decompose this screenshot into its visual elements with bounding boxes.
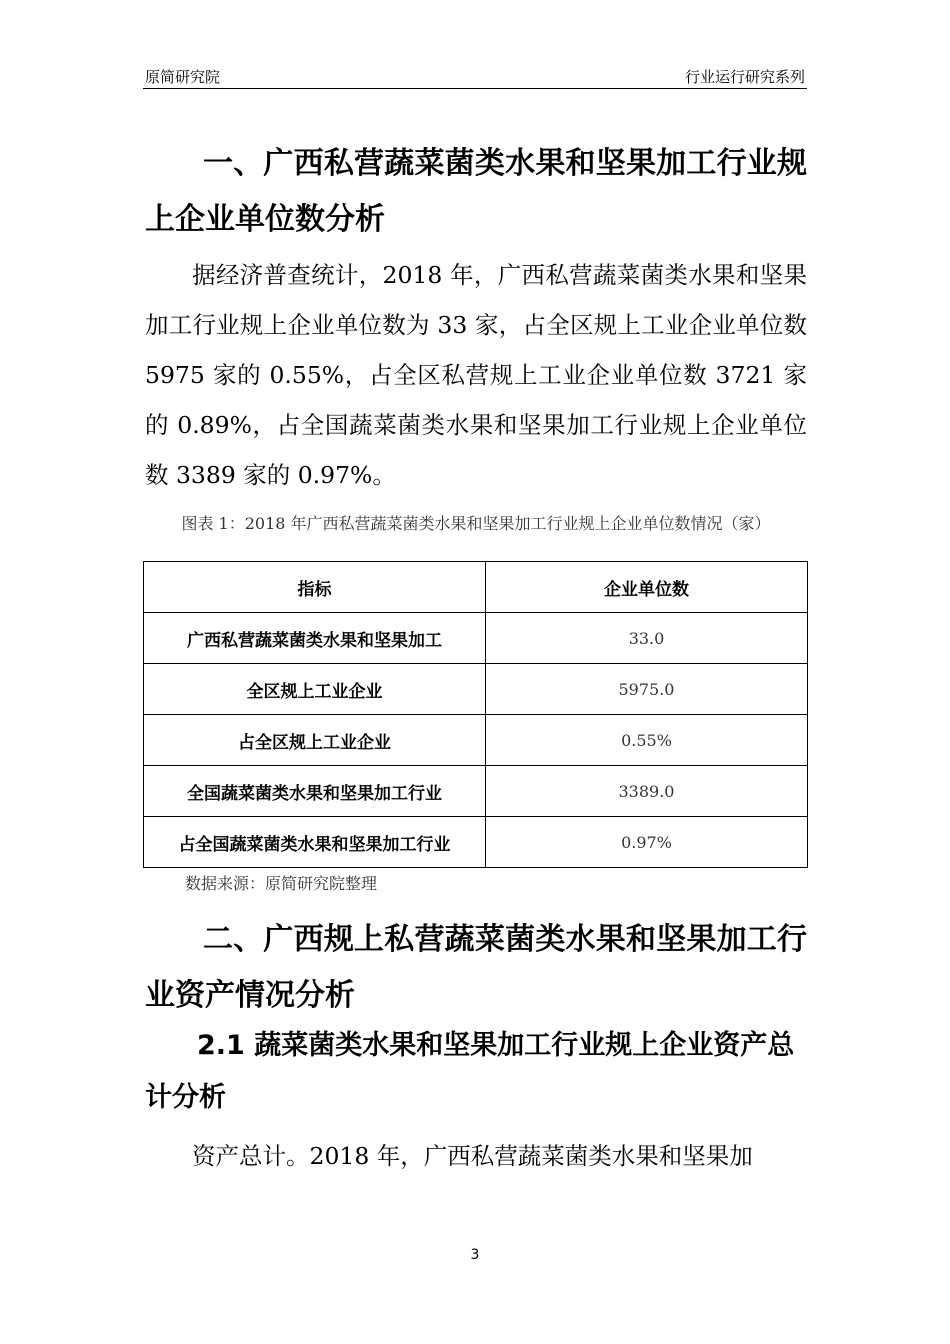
header-divider [143, 88, 807, 89]
enterprise-count-table [143, 561, 808, 868]
section-1-heading: 一、广西私营蔬菜菌类水果和坚果加工行业规上企业单位数分析 [145, 146, 807, 237]
row-value: 5975.0 [486, 664, 808, 715]
table-row [144, 613, 808, 664]
row-value: 0.97% [486, 817, 808, 868]
section-2-paragraph: 资产总计。2018 年，广西私营蔬菜菌类水果和坚果加 [192, 1142, 753, 1170]
row-value: 0.55% [486, 715, 808, 766]
table-row [144, 817, 808, 868]
header-publisher: 原简研究院 [145, 68, 221, 86]
table-header-row [144, 562, 808, 613]
table-data-source: 数据来源：原简研究院整理 [185, 874, 378, 893]
section-1-paragraph: 据经济普查统计，2018 年，广西私营蔬菜菌类水果和坚果加工行业规上企业单位数为 33 家，占全区规上工业企业单位数 5975 家的 0.55%，占全区私营规上工业企业单位数 3721 家的 0.89%，占全国蔬菜菌类水果和坚果加工行业规上企业单位数 3389 家的 0.97%。 [145, 261, 807, 489]
table-caption: 图表 1：2018 年广西私营蔬菜菌类水果和坚果加工行业规上企业单位数情况（家） [181, 514, 771, 533]
table-row [144, 715, 808, 766]
column-header-count: 企业单位数 [486, 562, 808, 613]
table-row [144, 664, 808, 715]
section-2-heading: 二、广西规上私营蔬菜菌类水果和坚果加工行业资产情况分析 [145, 922, 807, 1013]
row-label: 广西私营蔬菜菌类水果和坚果加工 [144, 613, 486, 664]
row-label: 全区规上工业企业 [144, 664, 486, 715]
row-label: 全国蔬菜菌类水果和坚果加工行业 [144, 766, 486, 817]
section-2-1-subheading: 2.1 蔬菜菌类水果和坚果加工行业规上企业资产总计分析 [145, 1030, 795, 1113]
header-series-title: 行业运行研究系列 [684, 68, 805, 86]
row-value: 3389.0 [486, 766, 808, 817]
page-number: 3 [470, 1247, 480, 1263]
row-label: 占全区规上工业企业 [144, 715, 486, 766]
table-row [144, 766, 808, 817]
column-header-indicator: 指标 [144, 562, 486, 613]
row-value: 33.0 [486, 613, 808, 664]
row-label: 占全国蔬菜菌类水果和坚果加工行业 [144, 817, 486, 868]
